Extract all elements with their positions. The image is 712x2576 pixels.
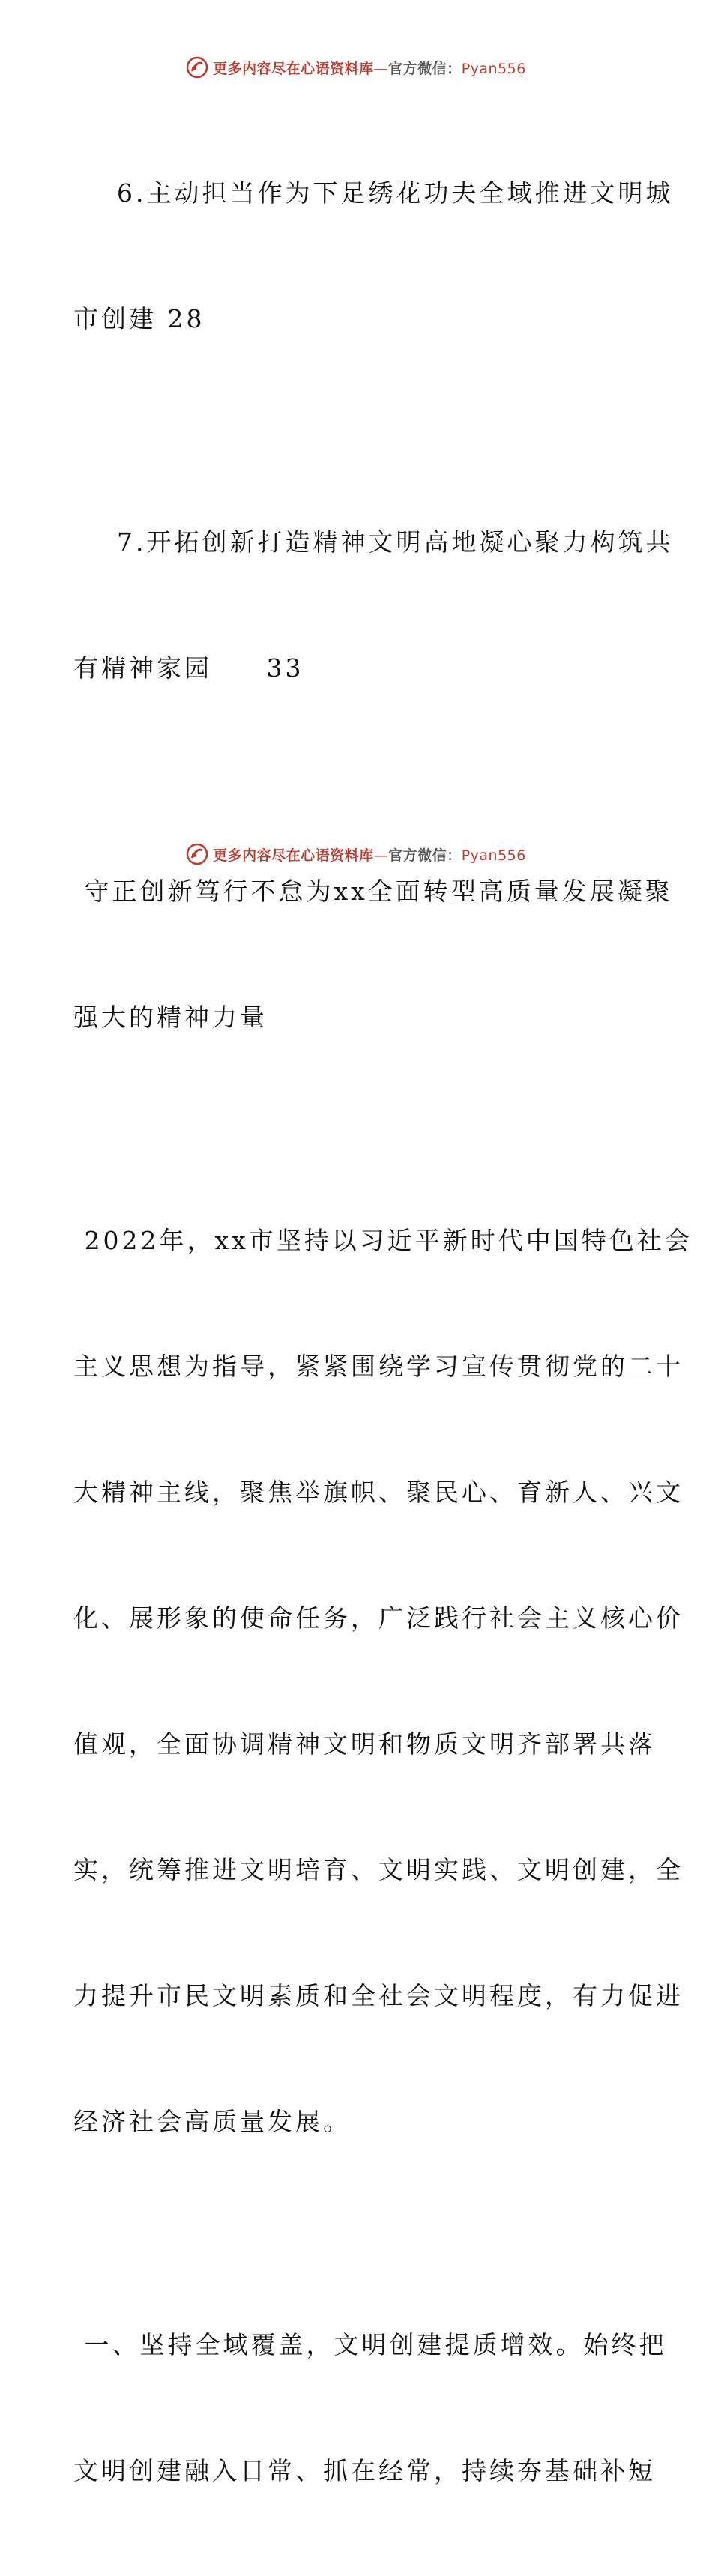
header-watermark-banner [0,51,712,84]
paragraph-line: 2022年，xx市坚持以习近平新时代中国特色社会 [73,1226,693,1255]
toc-line: 市创建 28 [73,304,205,333]
paragraph-line: 值观，全面协调精神文明和物质文明齐部署共落 [73,1729,656,1759]
toc-line: 6.主动担当作为下足绣花功夫全域推进文明城 [73,178,674,208]
logo-icon [186,56,208,79]
title-line: 守正创新笃行不怠为xx全面转型高质量发展凝聚 [73,877,673,906]
paragraph-line: 文明创建融入日常、抓在经常，持续夯基础补短 [73,2456,656,2485]
intro-paragraph [73,1136,693,2227]
toc-line: 有精神家园 33 [73,653,304,683]
banner-text: 更多内容尽在心语资料库—官方微信：Pyan556 [213,60,526,77]
section-1-paragraph [73,2240,667,2576]
toc-item-6 [73,88,674,424]
paragraph-line: 主义思想为指导，紧紧围绕学习宣传贯彻党的二十 [73,1352,684,1381]
banner-text: 更多内容尽在心语资料库—官方微信：Pyan556 [213,847,526,864]
toc-item-7 [73,438,674,773]
paragraph-line: 力提升市民文明素质和全社会文明程度，有力促进 [73,1981,684,2010]
paragraph-line: 大精神主线，聚焦举旗帜、聚民心、育新人、兴文 [73,1478,684,1507]
title-line: 强大的精神力量 [73,1003,268,1032]
paragraph-line: 一、坚持全域覆盖，文明创建提质增效。始终把 [73,2330,667,2359]
document-body [73,88,693,2576]
logo-icon [186,843,208,865]
footer-watermark-banner [0,838,712,871]
toc-line: 7.开拓创新打造精神文明高地凝心聚力构筑共 [73,527,674,557]
paragraph-line: 经济社会高质量发展。 [73,2107,351,2136]
paragraph-line: 实，统筹推进文明培育、文明实践、文明创建，全 [73,1855,684,1884]
paragraph-line: 化、展形象的使命任务，广泛践行社会主义核心价 [73,1603,684,1633]
